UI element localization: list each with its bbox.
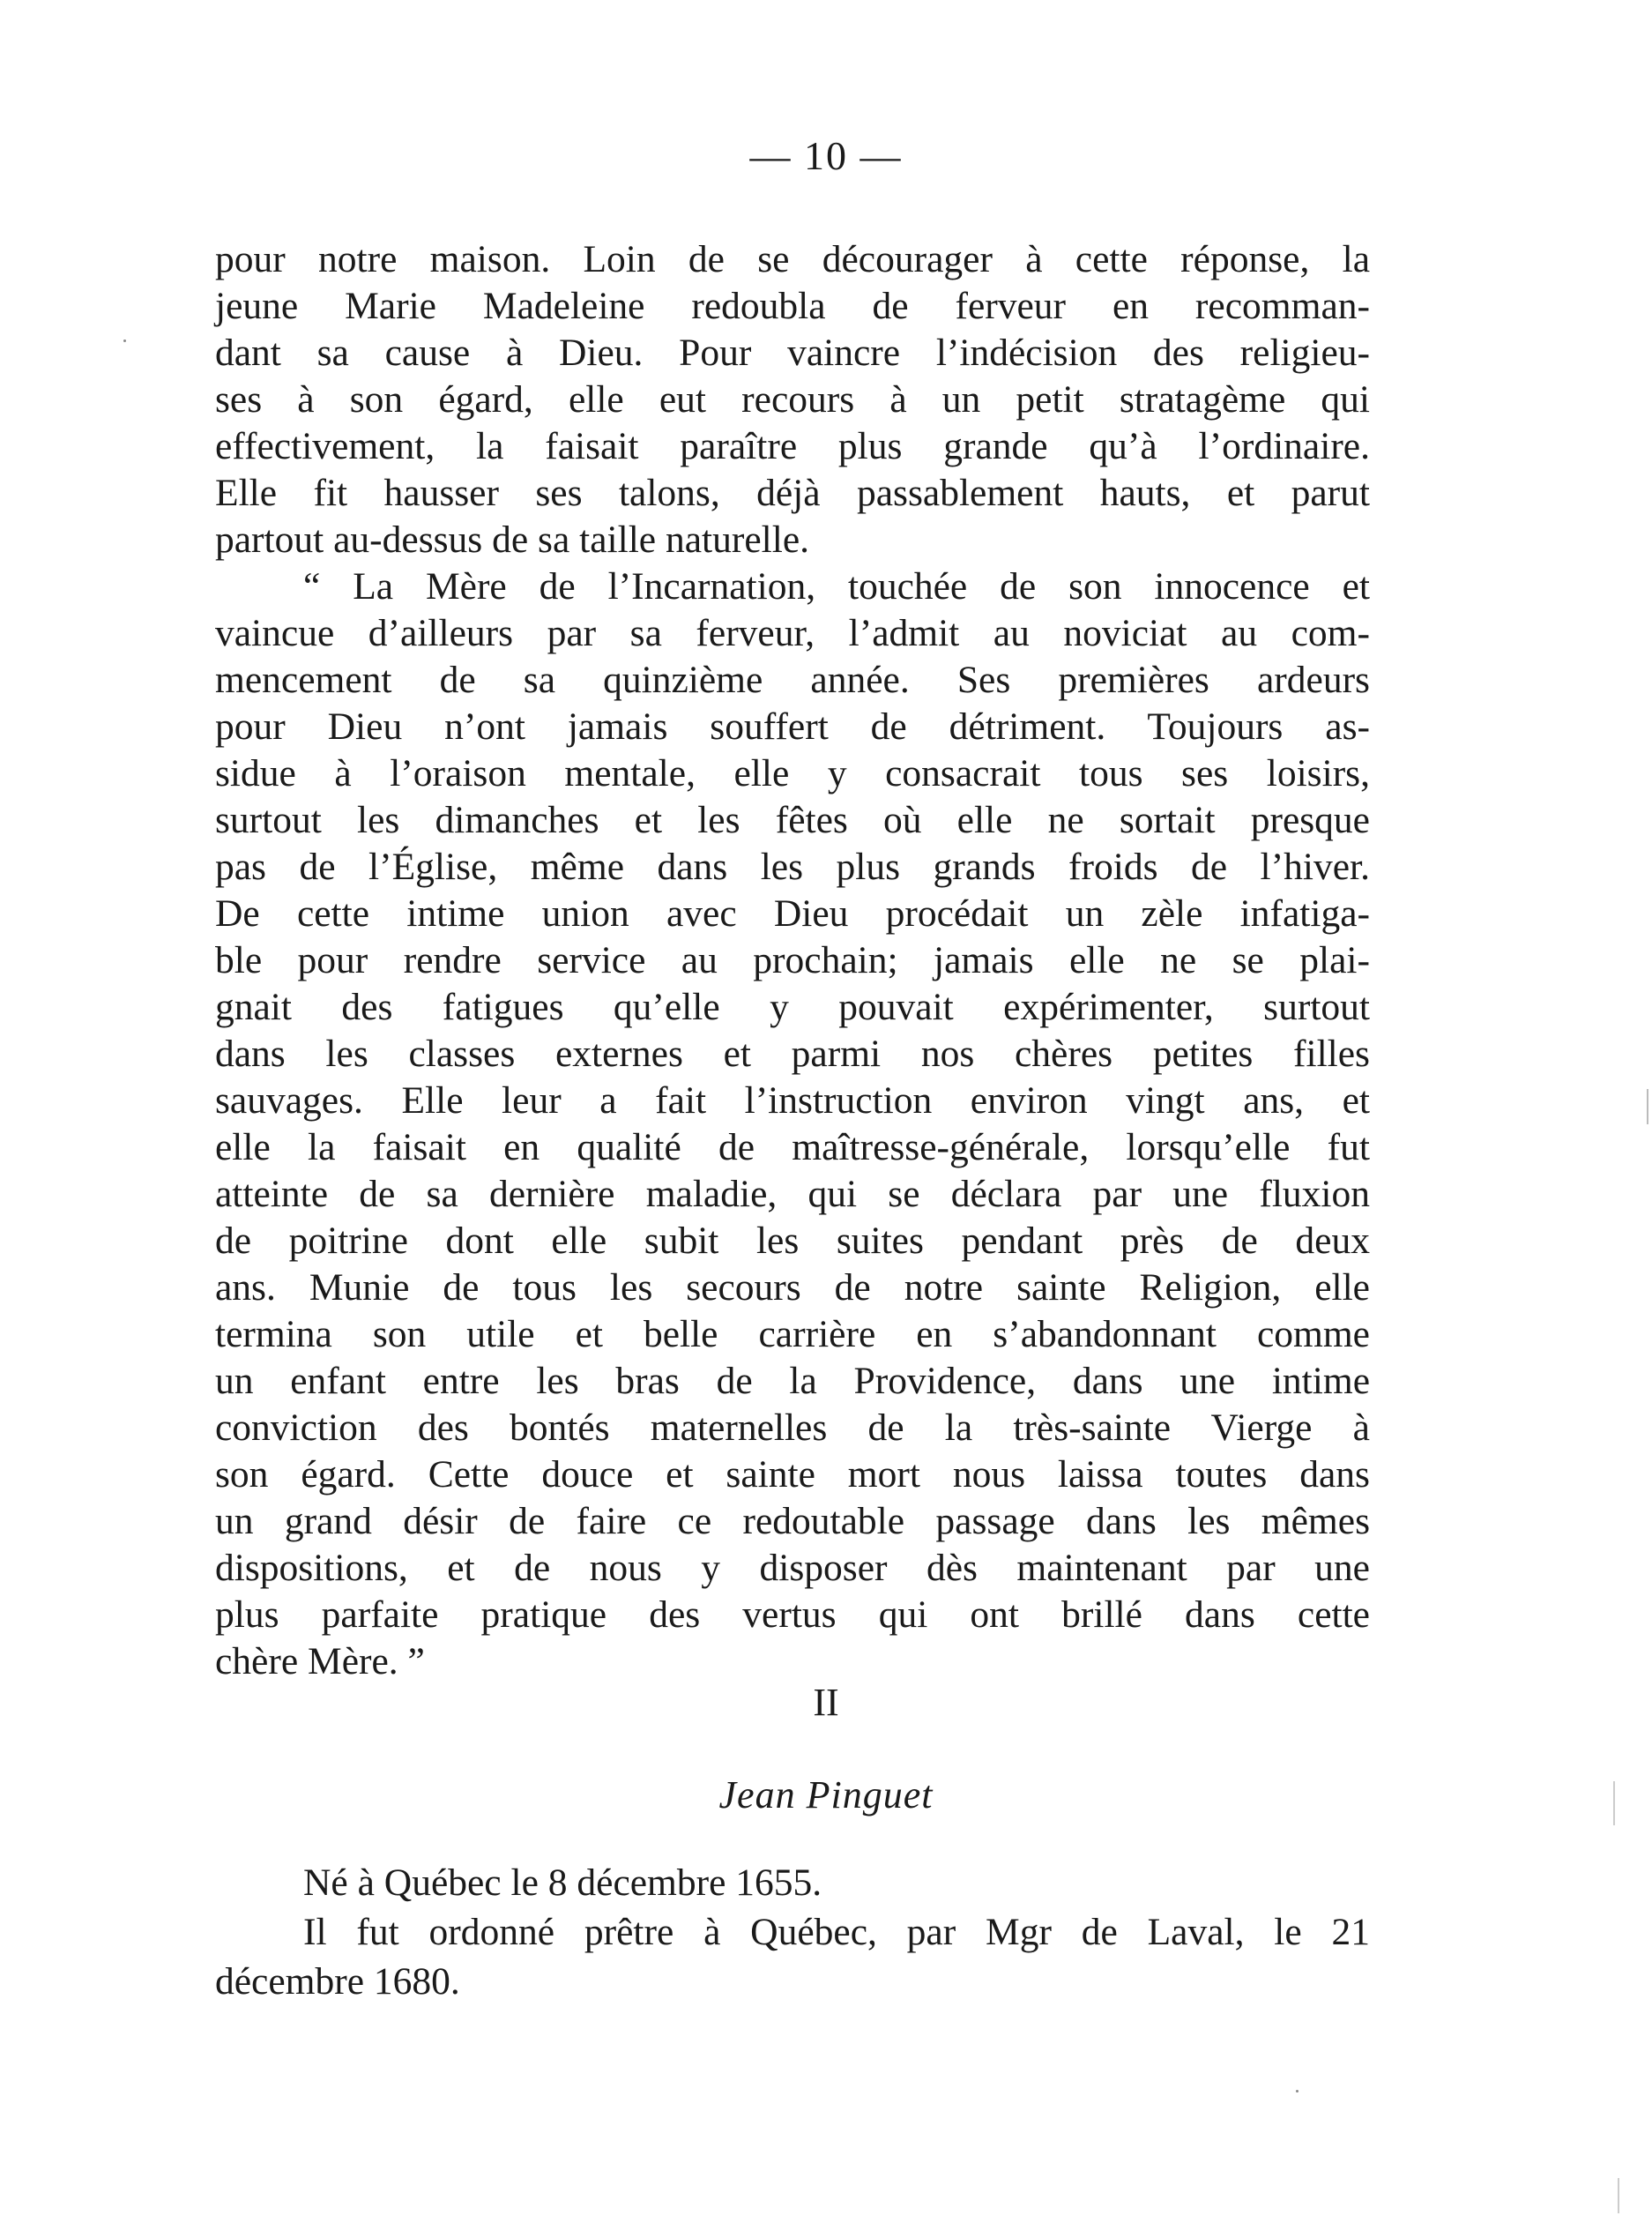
text-line: dispositions, et de nous y disposer dès maintenant par une xyxy=(215,1547,1370,1589)
text-line: dans les classes externes et parmi nos chères petites filles xyxy=(215,1033,1370,1075)
text-line: ble pour rendre service au prochain; jamais elle ne se plai- xyxy=(215,939,1370,981)
text-line: plus parfaite pratique des vertus qui ont brillé dans cette xyxy=(215,1593,1370,1636)
text-line: pour Dieu n’ont jamais souffert de détriment. Toujours as- xyxy=(215,705,1370,748)
text-line: Il fut ordonné prêtre à Québec, par Mgr de Laval, le 21 xyxy=(303,1911,1370,1953)
text-line: termina son utile et belle carrière en s’abandonnant comme xyxy=(215,1313,1370,1355)
text-line: gnait des fatigues qu’elle y pouvait expérimenter, surtout xyxy=(215,986,1370,1028)
text-line: Né à Québec le 8 décembre 1655. xyxy=(303,1861,822,1904)
scan-speck xyxy=(1296,2090,1299,2093)
text-line: “ La Mère de l’Incarnation, touchée de son innocence et xyxy=(303,565,1370,608)
text-line: atteinte de sa dernière maladie, qui se déclara par une fluxion xyxy=(215,1173,1370,1215)
scan-speck xyxy=(1618,2178,1619,2213)
text-line: un grand désir de faire ce redoutable passage dans les mêmes xyxy=(215,1500,1370,1542)
text-line: son égard. Cette douce et sainte mort nous laissa toutes dans xyxy=(215,1453,1370,1496)
text-line: décembre 1680. xyxy=(215,1960,460,2003)
text-line: un enfant entre les bras de la Providence, dans une intime xyxy=(215,1360,1370,1402)
section-number: II xyxy=(813,1681,839,1724)
text-line: pas de l’Église, même dans les plus grands froids de l’hiver. xyxy=(215,846,1370,888)
scan-speck xyxy=(1647,1089,1648,1124)
text-line: jeune Marie Madeleine redoubla de ferveur en recomman- xyxy=(215,285,1370,327)
body-text xyxy=(215,236,1370,1685)
text-line: dant sa cause à Dieu. Pour vaincre l’indécision des religieu- xyxy=(215,332,1370,374)
page-number: — 10 — xyxy=(749,133,903,178)
scan-speck xyxy=(123,339,126,342)
section-text xyxy=(215,1858,1370,2006)
text-line: vaincue d’ailleurs par sa ferveur, l’admit au noviciat au com- xyxy=(215,612,1370,654)
text-line: ses à son égard, elle eut recours à un petit stratagème qui xyxy=(215,378,1370,421)
text-line: de poitrine dont elle subit les suites pendant près de deux xyxy=(215,1220,1370,1262)
text-line: De cette intime union avec Dieu procédait un zèle infatiga- xyxy=(215,892,1370,935)
text-line: mencement de sa quinzième année. Ses premières ardeurs xyxy=(215,659,1370,701)
scan-speck xyxy=(1613,1781,1615,1825)
text-line: pour notre maison. Loin de se décourager à cette réponse, la xyxy=(215,238,1370,280)
text-line: conviction des bontés maternelles de la très-sainte Vierge à xyxy=(215,1406,1370,1449)
text-line: ans. Munie de tous les secours de notre sainte Religion, elle xyxy=(215,1266,1370,1309)
text-line: Elle fit hausser ses talons, déjà passablement hauts, et parut xyxy=(215,472,1370,514)
text-line: surtout les dimanches et les fêtes où elle ne sortait presque xyxy=(215,799,1370,841)
text-line: chère Mère. ” xyxy=(215,1640,425,1682)
text-line: sidue à l’oraison mentale, elle y consacrait tous ses loisirs, xyxy=(215,752,1370,794)
section-title: Jean Pinguet xyxy=(718,1773,934,1817)
text-line: sauvages. Elle leur a fait l’instruction environ vingt ans, et xyxy=(215,1079,1370,1122)
text-line: partout au-dessus de sa taille naturelle. xyxy=(215,518,810,561)
text-line: elle la faisait en qualité de maîtresse-générale, lorsqu’elle fut xyxy=(215,1126,1370,1168)
text-line: effectivement, la faisait paraître plus grande qu’à l’ordinaire. xyxy=(215,425,1370,467)
